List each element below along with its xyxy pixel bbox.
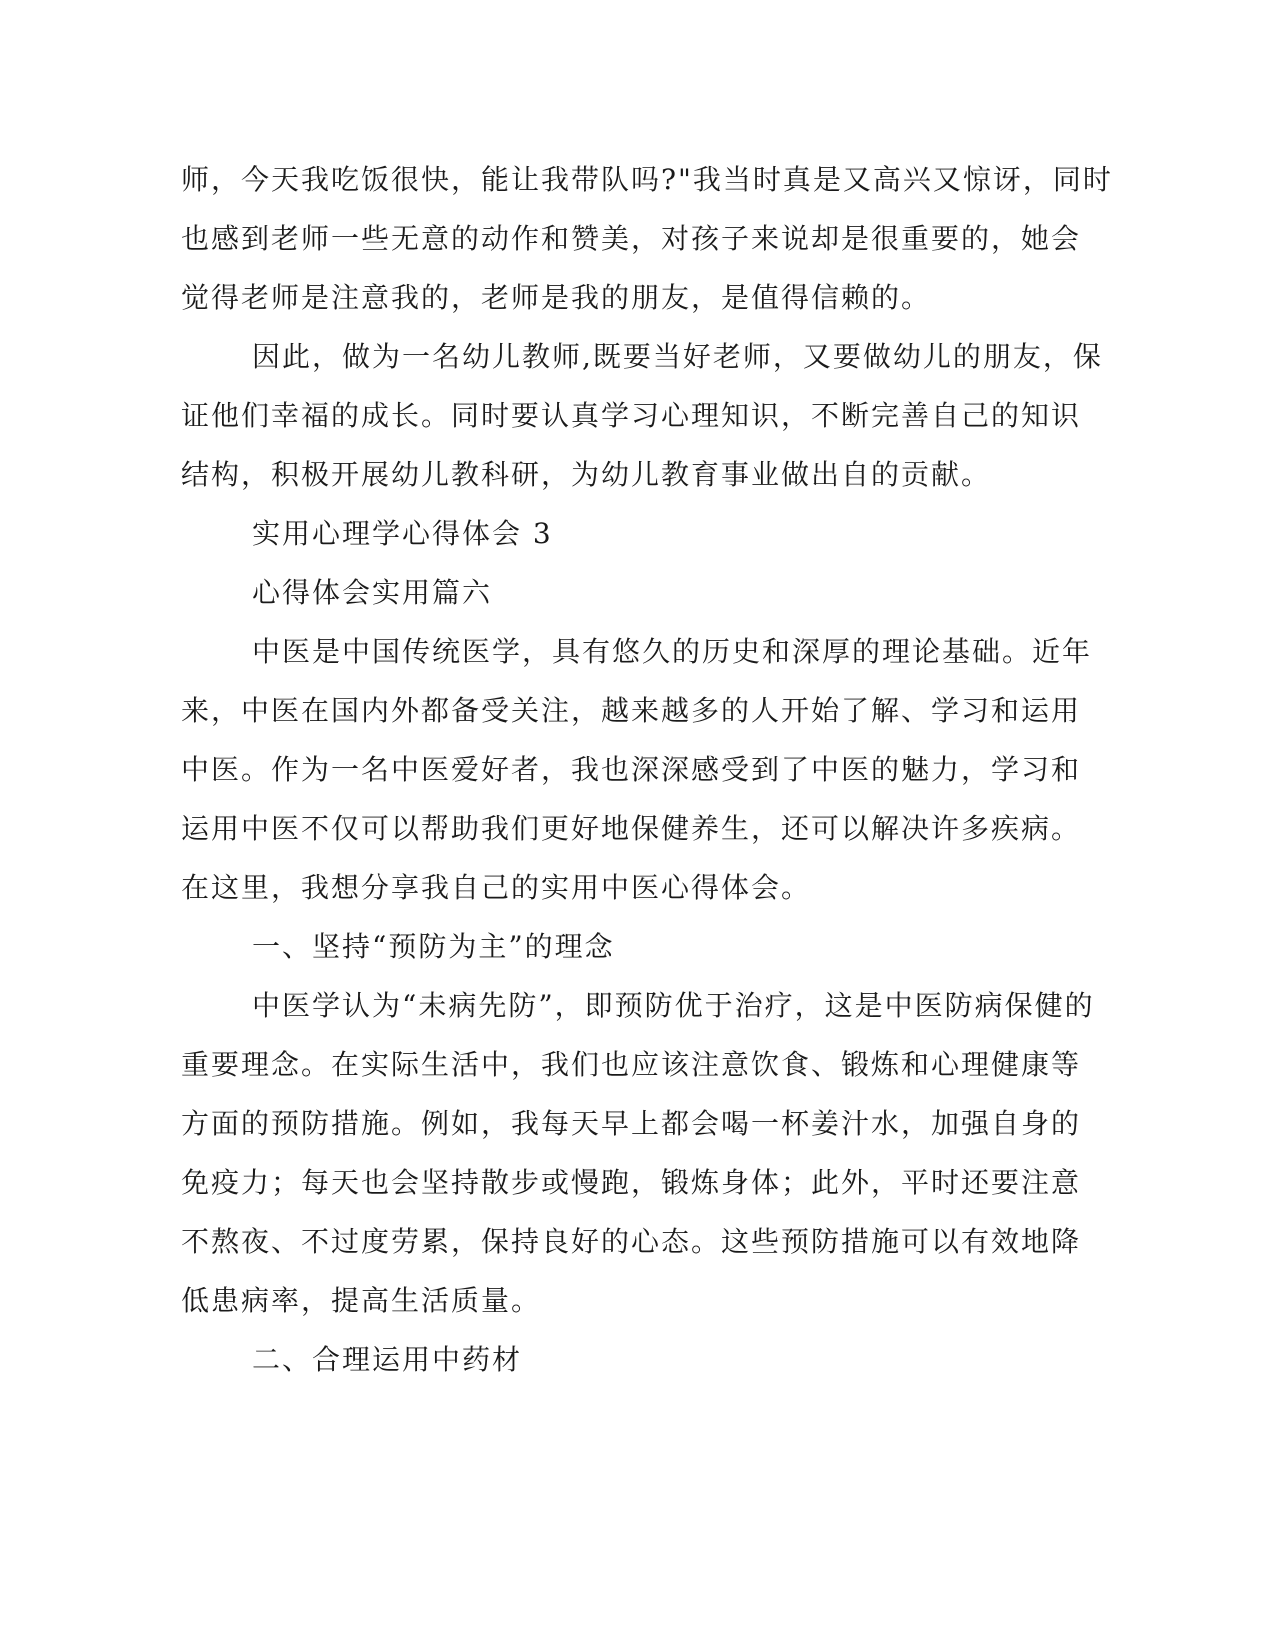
paragraph-line: 在这里，我想分享我自己的实用中医心得体会。: [181, 871, 812, 904]
paragraph-line: 中医学认为“未病先防”，即预防优于治疗，这是中医防病保健的: [252, 989, 1095, 1022]
paragraph-line: 证他们幸福的成长。同时要认真学习心理知识，不断完善自己的知识: [181, 399, 1082, 432]
paragraph-line: 方面的预防措施。例如，我每天早上都会喝一杯姜汁水，加强自身的: [181, 1107, 1082, 1140]
paragraph-line: 免疫力；每天也会坚持散步或慢跑，锻炼身体；此外，平时还要注意: [181, 1166, 1082, 1199]
section-heading: 心得体会实用篇六: [252, 576, 493, 609]
paragraph-line: 结构，积极开展幼儿教科研，为幼儿教育事业做出自的贡献。: [181, 458, 992, 491]
paragraph-line: 重要理念。在实际生活中，我们也应该注意饮食、锻炼和心理健康等: [181, 1048, 1082, 1081]
paragraph-line: 也感到老师一些无意的动作和赞美，对孩子来说却是很重要的，她会: [181, 222, 1082, 255]
subsection-heading: 一、坚持“预防为主”的理念: [252, 930, 615, 963]
paragraph-line: 中医。作为一名中医爱好者，我也深深感受到了中医的魅力，学习和: [181, 753, 1082, 786]
paragraph-line: 不熬夜、不过度劳累，保持良好的心态。这些预防措施可以有效地降: [181, 1225, 1082, 1258]
paragraph-line: 因此，做为一名幼儿教师,既要当好老师，又要做幼儿的朋友，保: [252, 340, 1103, 373]
paragraph-line: 运用中医不仅可以帮助我们更好地保健养生，还可以解决许多疾病。: [181, 812, 1082, 845]
paragraph-line: 师，今天我吃饭很快，能让我带队吗?"我当时真是又高兴又惊讶，同时: [181, 163, 1113, 196]
section-heading: 实用心理学心得体会 3: [252, 517, 553, 550]
paragraph-line: 来，中医在国内外都备受关注，越来越多的人开始了解、学习和运用: [181, 694, 1082, 727]
subsection-heading: 二、合理运用中药材: [252, 1343, 523, 1376]
paragraph-line: 低患病率，提高生活质量。: [181, 1284, 542, 1317]
paragraph-line: 中医是中国传统医学，具有悠久的历史和深厚的理论基础。近年: [252, 635, 1093, 668]
paragraph-line: 觉得老师是注意我的，老师是我的朋友，是值得信赖的。: [181, 281, 932, 314]
